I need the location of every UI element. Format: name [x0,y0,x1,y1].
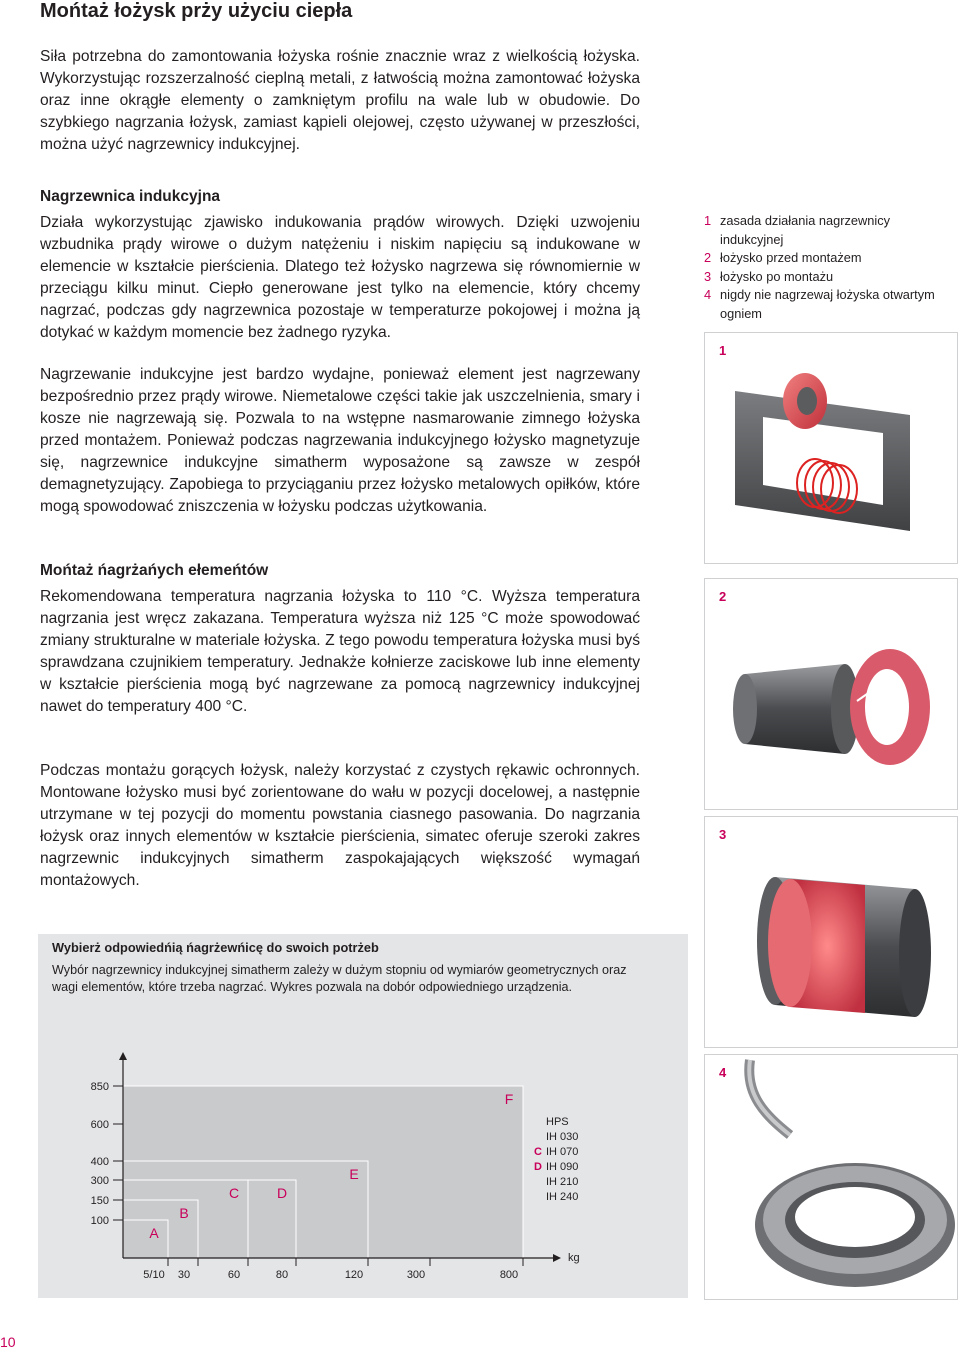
legend-text: łożysko po montażu [720,268,834,284]
legend-entry: IH 070 [546,1146,579,1158]
legend-number: 4 [704,287,712,302]
heater-selection-chart [38,1040,688,1298]
region-label: F [504,1091,514,1107]
y-tick-label: 400 [90,1156,109,1168]
x-tick-label: 60 [227,1269,241,1281]
section-mounting-body: Rekomendowana temperatura nagrzania łożyska to 110 °C. Wyższa temperatura nagrzania jest wręcz zakazana. Temperatura wyższa niż 125 °C może spowodować zmiany strukturalne w materiale łożyska. Z tego powodu temperatura łożyska musi byś sprawdzana czujnikiem temperatury. Jednakże kołnierze zaciskowe lub inne elementy w kształcie pierścienia mogą być nagrzewane za pomocą nagrzewnicy indukcyjnej nawet do temperatury 400 °C. [40,588,640,715]
region-label: B [179,1205,189,1221]
intro-paragraph: Siła potrzebna do zamontowania łożyska rośnie znacznie wraz z wielkością łożyska. Wykorzystując rozszerzalność cieplną metali, z łatwością można zamontować łożyska oraz inne okrągłe elementy o zamkniętym profilu na wale lub w obudowie. Do szybkiego nagrzania łożysk, zamiast kąpieli olejowej, często używanej w przeszłości, można użyć nagrzewnicy indukcyjnej. [40,48,640,153]
region-label: E [349,1166,359,1182]
region-label: C [228,1185,240,1201]
y-tick-label: 300 [90,1175,109,1187]
page-title: Mońtaż łożysk prży użyciu ciepła [40,0,353,22]
panel-number: 3 [719,827,727,842]
section-induction-body-2: Nagrzewanie indukcyjne jest bardzo wydajne, ponieważ element jest nagrzewany bezpośrednio przez prądy wirowe. Niemetalowe części takie jak uszczelnienia, smary i kosze nie nagrzewają się. Pozwala to na wstępne nasmarowanie zimnego łożyska przed montażem. Ponieważ podczas nagrzewania indukcyjnego łożysko magnetyzuje się, nagrzewnice indukcyjne simatherm wyposażone są zawsze w zespół demagnetyzujący. Zapobiega to przyciąganiu przez łożysko metalowych opiłków, które mogą spowodować zniszczenia w łożysku podczas użytkowania. [40,366,640,515]
x-tick-label: 80 [275,1269,289,1281]
chart-regions [123,1086,523,1258]
region-a [123,1220,168,1258]
legend-letter: C [534,1146,542,1158]
y-tick-label: 850 [90,1081,109,1093]
section-induction-body: Działa wykorzystując zjawisko indukowania prądów wirowych. Dzięki uzwojeniu wzbudnika prądy wirowe o dużym natężeniu i niskim napięciu są indukowane w elemencie w kształcie pierścienia. Dlatego też łożysko nagrzewa się równomiernie w przeciągu kilku minut. Ciepło generowane jest tylko na elemencie, który chcemy nagrzać, podczas gdy nagrzewnica pozostaje w temperaturze pokojowej i można ją dotykać w każdym momencie bez żadnego ryzyka. [40,214,640,341]
legend-number: 3 [704,268,712,284]
figure-panel-3 [704,816,958,1048]
y-tick-label: 150 [90,1195,109,1207]
panel-number: 4 [719,1065,727,1080]
y-tick-label: 600 [90,1119,109,1131]
legend-entry: IH 240 [546,1191,579,1203]
x-unit-label: kg [568,1252,580,1264]
x-tick-label: 30 [177,1269,191,1281]
legend-item-3 [704,268,956,287]
legend-item-4 [704,286,956,323]
legend-text: zasada działania nagrzewnicy indukcyjnej [720,213,891,247]
open-flame-warning-illustration [705,1055,957,1299]
section-mounting-body-2: Podczas montażu gorących łożysk, należy korzystać z czystych rękawic ochronnych. Montowane łożysko musi być zorientowane do wału w pozycji docelowej, a następnie utrzymane w tej pozycji do momentu powstania ciasnego pasowania. Do nagrzania łożysk oraz innych elementów w kształcie pierścienia, simatec oferuje szeroki zakres nagrzewnic indukcyjnych simatherm zaspokajających większość wymagań montażowych. [40,762,640,889]
legend-number: 1 [704,213,712,228]
legend-item-1 [704,212,956,249]
x-tick-label: 800 [499,1269,519,1281]
bearing-after-mounting-illustration [705,817,957,1047]
legend-entry: IH 030 [546,1131,579,1143]
figure-panel-2 [704,578,958,810]
y-tick-label: 100 [90,1215,109,1227]
heater-selection-description: Wybór nagrzewnicy indukcyjnej simatherm zależy w dużym stopniu od wymiarów geometrycznych oraz wagi elementów, które trzeba nagrzać. Wykres pozwala na dobór odpowiedniego urządzenia. [52,963,627,994]
legend-entry: IH 210 [546,1176,579,1188]
legend-letter: D [534,1161,542,1173]
legend-entry: IH 090 [546,1161,579,1173]
panel-number: 2 [719,589,727,604]
x-tick-label: 5/10 [143,1269,165,1281]
legend-item-2 [704,249,956,268]
x-axis-arrow [553,1254,561,1262]
y-axis-arrow [119,1052,127,1060]
heater-selection-title: Wybierż odpowiedńią ńagrżewńicę do swoich potrżeb [52,940,379,955]
induction-heater-illustration [705,333,957,563]
chart-legend [534,1116,578,1203]
figure-panel-1 [704,332,958,564]
region-label: D [276,1185,288,1201]
bearing-before-mounting-illustration [705,579,957,809]
x-tick-label: 120 [344,1269,364,1281]
legend-entry: HPS [546,1116,569,1128]
section-mounting-title: Mońtaż ńagrżańych ełemeńtów [40,562,269,579]
legend-number: 2 [704,250,712,265]
figure-panel-4 [704,1054,958,1300]
x-tick-label: 300 [406,1269,426,1281]
legend-text: nigdy nie nagrzewaj łożyska otwartym ogniem [720,287,935,321]
legend-text: łożysko przed montażem [720,250,862,265]
panel-number: 1 [719,343,727,358]
page-number: 10 [0,1334,16,1350]
section-induction-title: Nagrzewnica indukcyjna [40,188,221,205]
region-label: A [149,1225,159,1241]
figure-legend [704,212,956,323]
